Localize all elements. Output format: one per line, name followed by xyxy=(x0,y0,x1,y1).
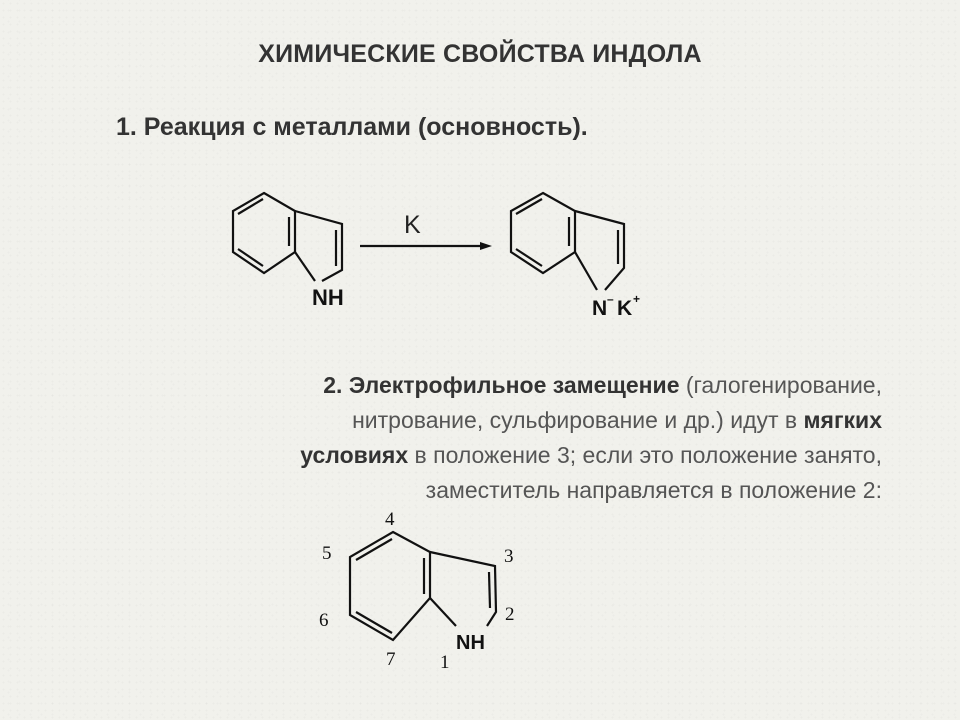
position-5-label: 5 xyxy=(322,543,332,564)
section2-text3: в положение 3; если это положение занято, xyxy=(414,442,882,468)
product-k-label: K xyxy=(617,297,633,320)
section2-text4: заместитель направляется в положение 2: xyxy=(425,477,882,503)
position-2-label: 2 xyxy=(505,604,515,625)
section2-bold-condition2: условиях xyxy=(300,442,409,468)
product-plus-charge: + xyxy=(633,292,641,306)
position-1-label: 1 xyxy=(440,652,450,673)
slide-title: ХИМИЧЕСКИЕ СВОЙСТВА ИНДОЛА xyxy=(258,40,702,68)
position-6-label: 6 xyxy=(319,610,329,631)
section2-bold-condition1: мягких xyxy=(803,407,882,433)
section2-paragraph xyxy=(122,368,882,508)
section2-text2: нитрование, сульфирование и др.) идут в xyxy=(352,407,798,433)
indolide-product-structure xyxy=(511,193,640,320)
product-n-label: N xyxy=(592,297,608,320)
position-7-label: 7 xyxy=(386,649,396,670)
reaction-arrow xyxy=(360,211,492,250)
product-minus-charge: – xyxy=(607,292,614,306)
numbered-nh-label: NH xyxy=(456,632,485,654)
indole-reactant-structure xyxy=(233,193,344,310)
position-4-label: 4 xyxy=(385,509,395,530)
section2-bold-term: Электрофильное замещение xyxy=(348,372,680,398)
section1-heading: 1. Реакция с металлами (основность). xyxy=(116,113,588,141)
indole-numbered-structure xyxy=(319,509,515,673)
reactant-nh-label: NH xyxy=(312,285,344,310)
section2-number: 2. xyxy=(323,372,343,398)
reagent-label: K xyxy=(404,211,421,239)
position-3-label: 3 xyxy=(504,546,514,567)
section2-text1: (галогенирование, xyxy=(685,372,882,398)
